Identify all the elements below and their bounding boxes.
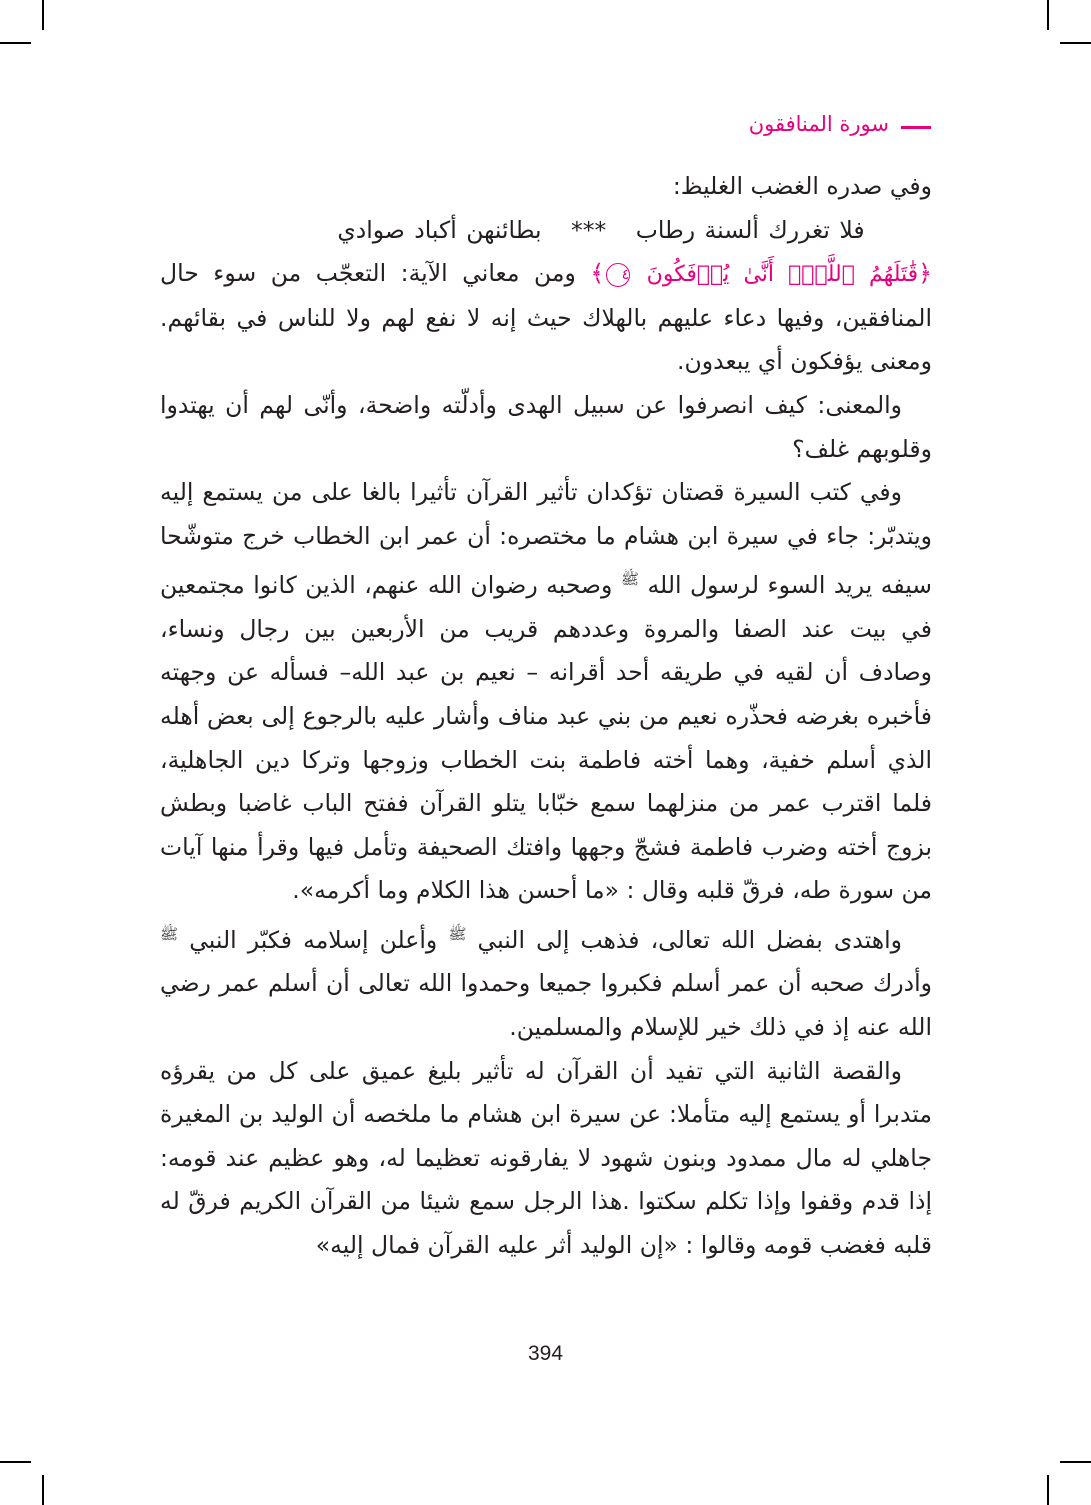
crop-mark-top-left-horizontal bbox=[0, 42, 31, 44]
crop-mark-bottom-right-horizontal bbox=[1060, 1461, 1091, 1463]
crop-mark-bottom-left-horizontal bbox=[0, 1461, 31, 1463]
salawat-symbol: ﷺ bbox=[620, 570, 639, 589]
conversion-part-2: وأعلن إسلامه فكبّر النبي bbox=[189, 925, 438, 954]
conversion-part-1: واهتدى بفضل الله تعالى، فذهب إلى النبي bbox=[477, 925, 902, 954]
umar-story-part-2: وصحبه رضوان الله عنهم، الذين كانوا مجتمعين في بيت عند الصفا والمروة وعددهم قريب من الأربعين بين رجال ونساء، وصادف أن لقيه في طريقه أحد أقرانه – نعيم بن عبد الله– فسأله عن وجهته فأخبره بغرضه فحذّره نعيم من بني عبد مناف وأشار عليه بالرجوع إلى بعض أهله الذي أسلم خفية، وهما أخته فاطمة بنت الخطاب وزوجها وتركا دين الجاهلية، فلما اقترب عمر من منزلهما سمع خبّابا يتلو القرآن ففتح الباب غاضبا وبطش بزوج أخته وضرب فاطمة فشجّ وجهها وافتك الصحيفة وتأمل فيها وقرأ منها آيات من سورة طه، فرقّ قلبه وقال : «ما أحسن هذا الكلام وما أكرمه». bbox=[160, 571, 932, 905]
surah-title: سورة المنافقون bbox=[748, 112, 889, 136]
page-body bbox=[160, 165, 932, 1268]
poem-separator: *** bbox=[571, 215, 607, 244]
paragraph-walid-story: والقصة الثانية التي تفيد أن القرآن له تأثير بليغ عميق على كل من يقرؤه متدبرا أو يستمع إليه متأملا: عن سيرة ابن هشام ما ملخصه أن الوليد بن المغيرة جاهلي له مال ممدود وبنون شهود لا يفارقونه تعظيما له، وهو عظيم عند قومه: إذا قدم وقفوا وإذا تكلم سكتوا .هذا الرجل سمع شيئا من القرآن الكريم فرقّ له قلبه فغضب قومه وقالوا : «إن الوليد أثر عليه القرآن فمال إليه» bbox=[160, 1056, 932, 1259]
quran-close-bracket: ﴾ bbox=[590, 259, 605, 288]
verse-meaning-text: ومن معاني الآية: التعجّب من سوء حال المنافقين، وفيها دعاء عليهم بالهلاك حيث إنه لا نفع لهم ولا للناس في بقائهم. ومعنى يؤفكون أي يبعدون. bbox=[160, 259, 932, 376]
umar-story-part-1: وفي كتب السيرة قصتان تؤكدان تأثير القرآن تأثيرا بالغا على من يستمع إليه ويتدبّر: جاء في سيرة ابن هشام ما مختصره: أن عمر ابن الخطاب خرج متوشّحا سيفه يريد السوء لرسول الله bbox=[160, 478, 932, 600]
paragraph-umar-story bbox=[160, 471, 932, 913]
crop-mark-bottom-left-vertical bbox=[42, 1475, 44, 1505]
intro-line: وفي صدره الغضب الغليظ: bbox=[672, 172, 932, 200]
crop-mark-bottom-right-vertical bbox=[1047, 1475, 1049, 1505]
paragraph-verse-meaning bbox=[160, 252, 932, 384]
paragraph-meaning: والمعنى: كيف انصرفوا عن سبيل الهدى وأدلّته واضحة، وأنّى لهم أن يهتدوا وقلوبهم غلف؟ bbox=[160, 390, 932, 463]
crop-mark-top-right-horizontal bbox=[1060, 42, 1091, 44]
salawat-symbol: ﷺ bbox=[448, 924, 467, 943]
running-header bbox=[749, 112, 931, 136]
quran-verse-text: قَٰتَلَهُمُ ٱللَّهُۖ أَنَّىٰ يُؤۡفَكُونَ bbox=[646, 262, 919, 288]
poem-verse bbox=[160, 209, 932, 253]
crop-mark-top-left-vertical bbox=[42, 0, 44, 30]
conversion-part-3: وأدرك صحبه أن عمر أسلم فكبروا جميعا وحمدوا الله تعالى أن أسلم عمر رضي الله عنه إذ في ذلك خير للإسلام والمسلمين. bbox=[160, 969, 932, 1041]
quran-open-bracket: ﴿ bbox=[918, 259, 932, 288]
ayah-number-marker: ٤ bbox=[606, 263, 630, 287]
salawat-symbol: ﷺ bbox=[160, 924, 179, 943]
poem-hemistich-2: بطائنهن أكباد صوادي bbox=[337, 215, 542, 244]
page-number: 394 bbox=[527, 1342, 564, 1365]
poem-hemistich-1: فلا تغررك ألسنة رطاب bbox=[635, 215, 865, 244]
crop-mark-top-right-vertical bbox=[1047, 0, 1049, 30]
paragraph-umar-conversion bbox=[160, 913, 932, 1050]
header-rule bbox=[901, 126, 931, 129]
